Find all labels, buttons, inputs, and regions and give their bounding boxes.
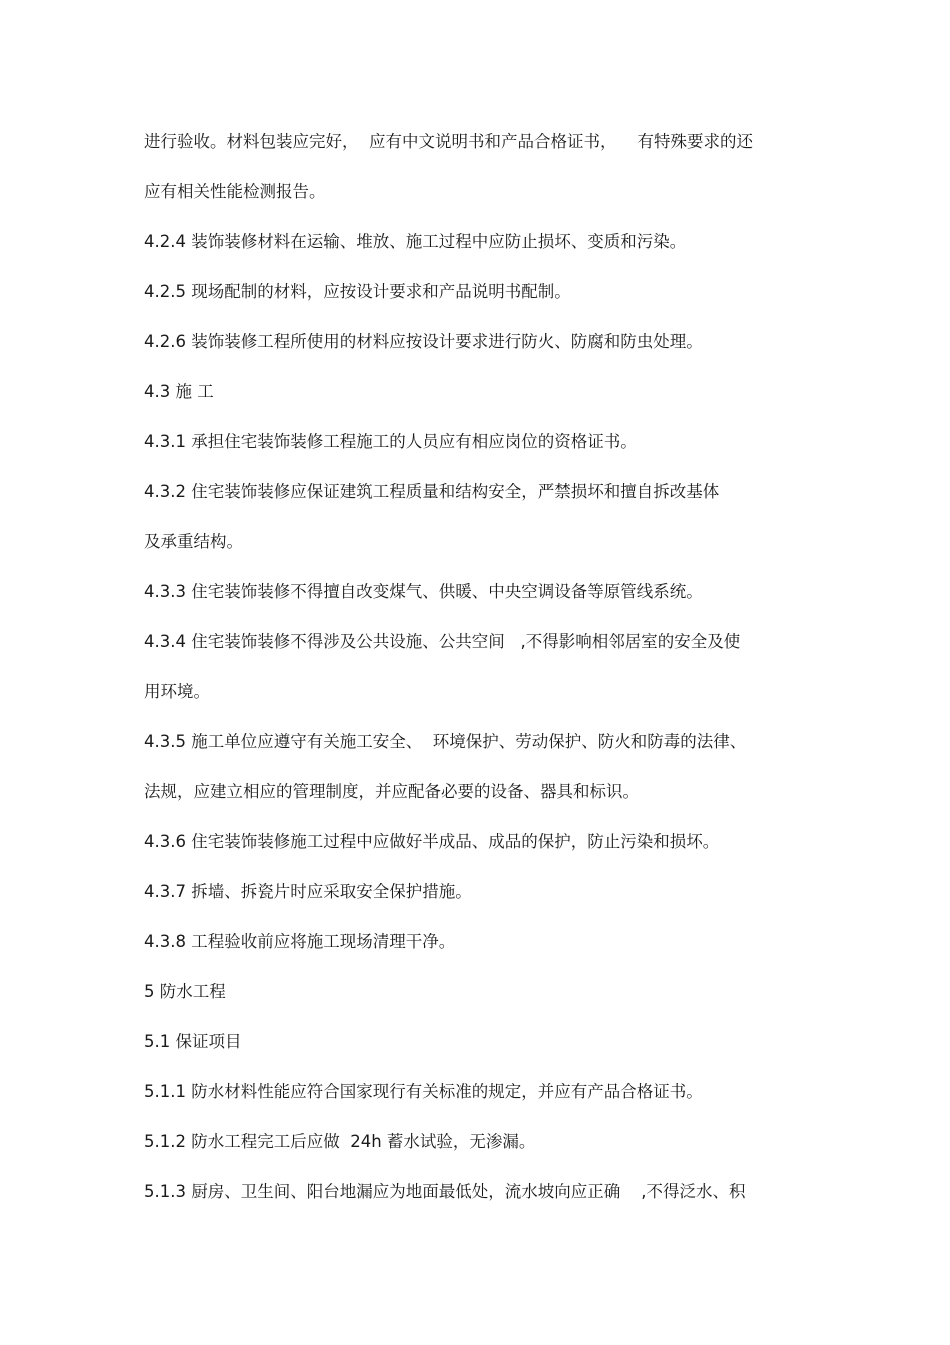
text-line: 4.3.4 住宅装饰装修不得涉及公共设施、公共空间 ,不得影响相邻居室的安全及使 — [144, 632, 741, 651]
section-heading: 5 防水工程 — [144, 982, 226, 1001]
text-line: 法规，应建立相应的管理制度，并应配备必要的设备、器具和标识。 — [144, 782, 639, 801]
text-line: 应有相关性能检测报告。 — [144, 182, 326, 201]
text-line: 用环境。 — [144, 682, 210, 701]
text-line: 4.3.7 拆墙、拆瓷片时应采取安全保护措施。 — [144, 882, 472, 901]
text-line: 4.3.5 施工单位应遵守有关施工安全、 环境保护、劳动保护、防火和防毒的法律、 — [144, 732, 747, 751]
text-line: 5.1.3 厨房、卫生间、阳台地漏应为地面最低处，流水坡向应正确 ,不得泛水、积 — [144, 1182, 746, 1201]
section-heading: 4.3 施 工 — [144, 382, 214, 401]
section-heading: 5.1 保证项目 — [144, 1032, 242, 1051]
text-line: 5.1.2 防水工程完工后应做 24h 蓄水试验，无渗漏。 — [144, 1132, 536, 1151]
text-line: 4.3.2 住宅装饰装修应保证建筑工程质量和结构安全，严禁损坏和擅自拆改基体 — [144, 482, 720, 501]
text-line: 进行验收。材料包装应完好， 应有中文说明书和产品合格证书， 有特殊要求的还 — [144, 132, 753, 151]
text-line: 4.2.4 装饰装修材料在运输、堆放、施工过程中应防止损坏、变质和污染。 — [144, 232, 687, 251]
text-line: 4.2.6 装饰装修工程所使用的材料应按设计要求进行防火、防腐和防虫处理。 — [144, 332, 703, 351]
text-line: 4.2.5 现场配制的材料，应按设计要求和产品说明书配制。 — [144, 282, 571, 301]
text-line: 4.3.6 住宅装饰装修施工过程中应做好半成品、成品的保护，防止污染和损坏。 — [144, 832, 720, 851]
text-line: 5.1.1 防水材料性能应符合国家现行有关标准的规定，并应有产品合格证书。 — [144, 1082, 703, 1101]
text-line: 4.3.3 住宅装饰装修不得擅自改变煤气、供暖、中央空调设备等原管线系统。 — [144, 582, 703, 601]
text-line: 4.3.8 工程验收前应将施工现场清理干净。 — [144, 932, 456, 951]
text-line: 及承重结构。 — [144, 532, 243, 551]
text-line: 4.3.1 承担住宅装饰装修工程施工的人员应有相应岗位的资格证书。 — [144, 432, 637, 451]
